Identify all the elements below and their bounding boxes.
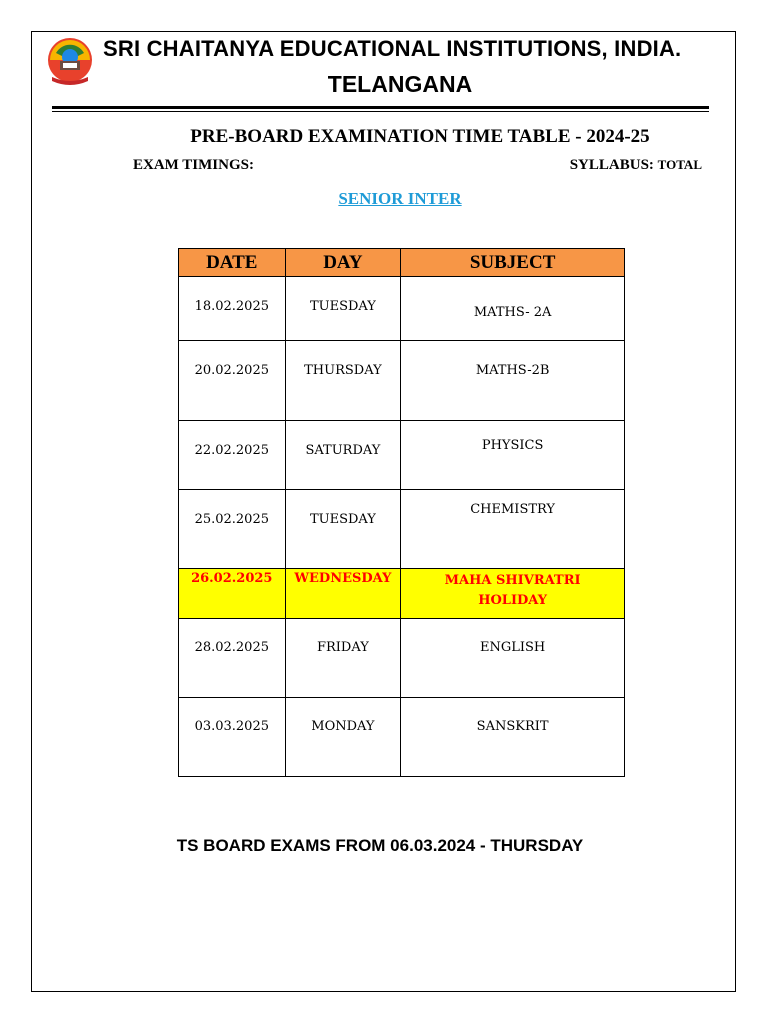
day-cell: TUESDAY: [285, 490, 401, 569]
timetable: [178, 248, 625, 777]
table-header-row: [179, 249, 625, 277]
day-cell: MONDAY: [285, 698, 401, 777]
date-cell: 18.02.2025: [179, 277, 286, 341]
subject-cell: PHYSICS: [401, 421, 625, 490]
subject-cell: ENGLISH: [401, 619, 625, 698]
date-cell: 25.02.2025: [179, 490, 286, 569]
date-cell: 20.02.2025: [179, 341, 286, 421]
table-row: [179, 619, 625, 698]
institution-title: SRI CHAITANYA EDUCATIONAL INSTITUTIONS, INDIA.: [103, 36, 682, 61]
day-cell: SATURDAY: [285, 421, 401, 490]
date-cell: 22.02.2025: [179, 421, 286, 490]
column-header-date: DATE: [179, 249, 286, 277]
header-divider: [52, 106, 709, 109]
subject-cell: MATHS- 2A: [401, 277, 625, 341]
table-row: [179, 341, 625, 421]
subject-cell: CHEMISTRY: [401, 490, 625, 569]
table-row: [179, 698, 625, 777]
day-cell: WEDNESDAY: [285, 569, 401, 619]
syllabus-value: TOTAL: [657, 157, 702, 172]
syllabus-info: [570, 157, 702, 174]
table-row: [179, 490, 625, 569]
day-cell: TUESDAY: [285, 277, 401, 341]
subject-cell: MAHA SHIVRATRI HOLIDAY: [401, 569, 625, 619]
column-header-subject: SUBJECT: [401, 249, 625, 277]
date-cell: 26.02.2025: [179, 569, 286, 619]
subject-cell: SANSKRIT: [401, 698, 625, 777]
date-cell: 03.03.2025: [179, 698, 286, 777]
footer-note: TS BOARD EXAMS FROM 06.03.2024 - THURSDAY: [176, 836, 584, 855]
header-divider-thin: [52, 111, 709, 112]
subject-cell: MATHS-2B: [401, 341, 625, 421]
state-title: TELANGANA: [327, 71, 473, 97]
exam-title: PRE-BOARD EXAMINATION TIME TABLE - 2024-25: [190, 126, 650, 147]
syllabus-label: SYLLABUS:: [569, 157, 654, 173]
column-header-day: DAY: [285, 249, 401, 277]
exam-timings-label: EXAM TIMINGS:: [133, 157, 254, 173]
table-row: [179, 277, 625, 341]
day-cell: THURSDAY: [285, 341, 401, 421]
institution-logo-icon: [46, 35, 94, 87]
table-row-holiday: [179, 569, 625, 619]
table-row: [179, 421, 625, 490]
day-cell: FRIDAY: [285, 619, 401, 698]
date-cell: 28.02.2025: [179, 619, 286, 698]
section-title: SENIOR INTER: [338, 189, 462, 208]
